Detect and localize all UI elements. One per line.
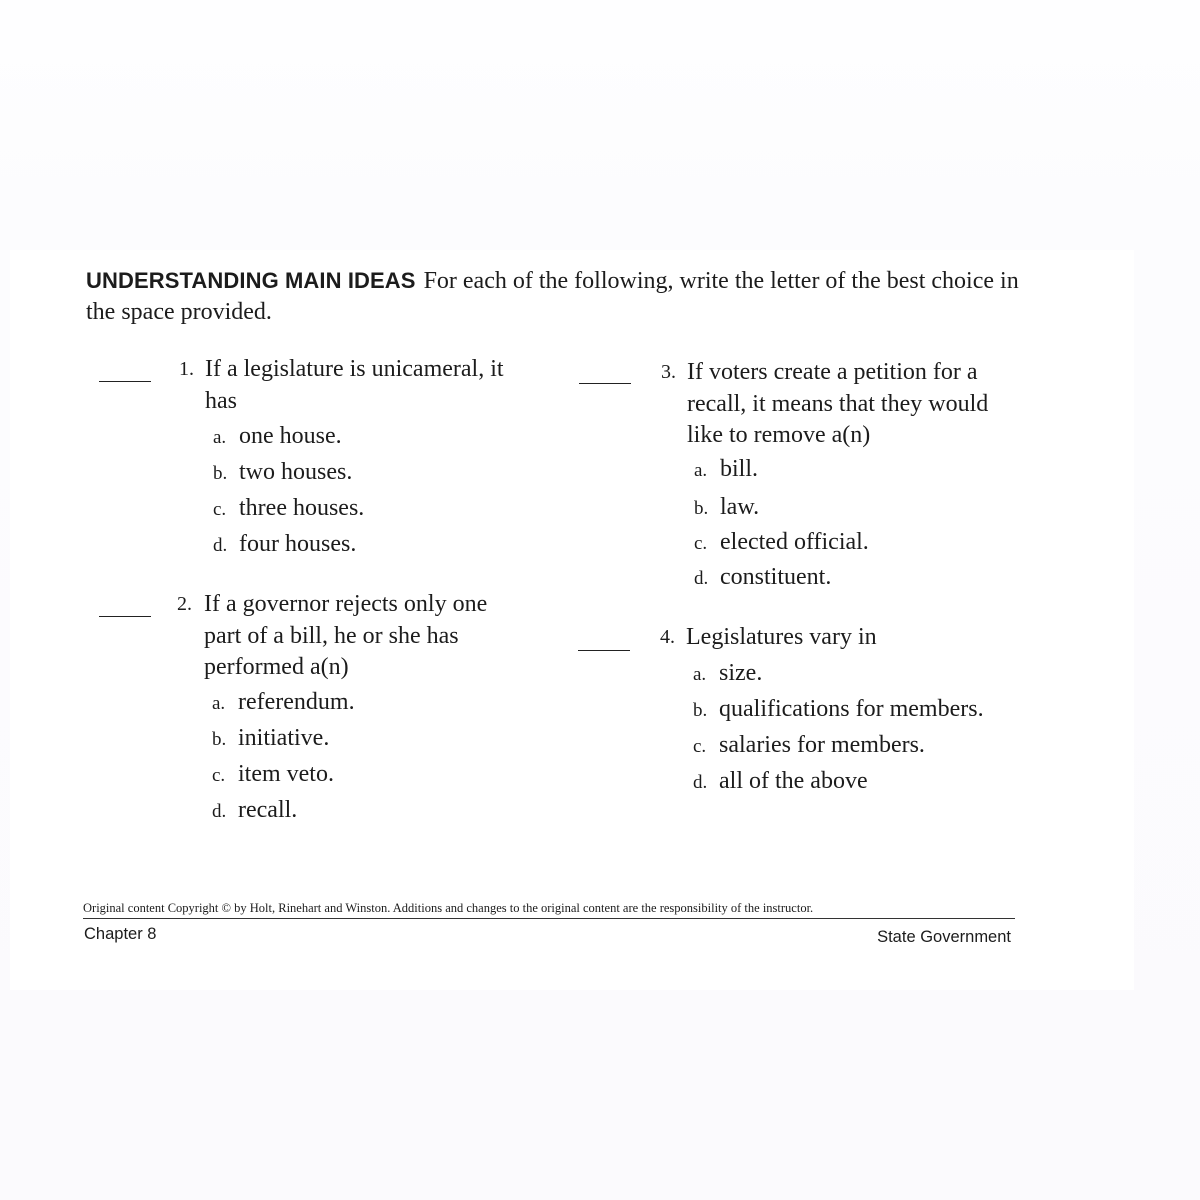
option-letter: d.	[694, 568, 709, 589]
option-letter: d.	[212, 801, 227, 822]
heading-title: UNDERSTANDING MAIN IDEAS	[86, 268, 416, 293]
option-letter: a.	[212, 693, 226, 714]
option-4b	[693, 694, 984, 726]
heading-instructions: For each of the following, write the letter of the best choice in the space provided.	[86, 268, 1019, 325]
option-4a	[693, 658, 762, 690]
option-text: constituent.	[720, 564, 832, 590]
answer-blank-1[interactable]	[99, 381, 151, 382]
section-label: State Government	[877, 928, 1011, 946]
option-1b	[213, 457, 352, 489]
option-3c	[694, 527, 869, 559]
option-1c	[213, 493, 364, 525]
option-text: bill.	[720, 456, 759, 482]
option-text: elected official.	[720, 529, 869, 555]
answer-blank-4[interactable]	[578, 650, 630, 651]
option-4c	[693, 730, 925, 762]
option-letter: a.	[694, 460, 708, 481]
section-heading	[86, 265, 1026, 328]
option-1a	[213, 421, 342, 453]
option-text: law.	[720, 494, 760, 520]
option-1d	[213, 529, 356, 561]
question-text-3: If voters create a petition for a recall, it means that they would like to remove a(n)	[687, 359, 989, 448]
option-text: two houses.	[239, 459, 353, 485]
option-4d	[693, 766, 868, 798]
footer-divider	[83, 918, 1015, 919]
question-text-4: Legislatures vary in	[686, 624, 877, 650]
chapter-label: Chapter 8	[84, 925, 157, 943]
copyright-notice: Original content Copyright © by Holt, Rinehart and Winston. Additions and changes to the original content are the responsibility of the instructor.	[83, 901, 814, 915]
option-text: all of the above	[719, 768, 868, 794]
option-text: salaries for members.	[719, 732, 925, 758]
option-3b	[694, 492, 759, 524]
option-letter: b.	[693, 700, 708, 721]
option-3d	[694, 562, 831, 594]
option-letter: a.	[213, 427, 227, 448]
option-letter: c.	[212, 765, 226, 786]
question-number-4: 4.	[660, 626, 675, 648]
answer-blank-2[interactable]	[99, 616, 151, 617]
option-letter: d.	[213, 535, 228, 556]
option-text: qualifications for members.	[719, 696, 984, 722]
option-letter: d.	[693, 772, 708, 793]
option-letter: b.	[212, 729, 227, 750]
question-text-2: If a governor rejects only one part of a bill, he or she has performed a(n)	[204, 591, 488, 680]
option-text: initiative.	[238, 725, 330, 751]
question-number-3: 3.	[661, 361, 676, 383]
option-text: recall.	[238, 797, 298, 823]
answer-blank-3[interactable]	[579, 383, 631, 384]
option-2d	[212, 795, 297, 827]
question-number-2: 2.	[177, 593, 192, 615]
option-3a	[694, 454, 758, 486]
option-letter: b.	[213, 463, 228, 484]
option-letter: c.	[693, 736, 707, 757]
question-text-1: If a legislature is unicameral, it has	[205, 356, 504, 414]
option-letter: c.	[694, 533, 708, 554]
option-text: one house.	[239, 423, 342, 449]
option-text: item veto.	[238, 761, 334, 787]
option-letter: a.	[693, 664, 707, 685]
option-letter: b.	[694, 498, 709, 519]
option-text: size.	[719, 660, 763, 686]
option-2b	[212, 723, 329, 755]
option-2c	[212, 759, 334, 791]
option-text: four houses.	[239, 531, 357, 557]
question-number-1: 1.	[179, 358, 194, 380]
option-2a	[212, 687, 355, 719]
option-letter: c.	[213, 499, 227, 520]
option-text: three houses.	[239, 495, 365, 521]
option-text: referendum.	[238, 689, 355, 715]
